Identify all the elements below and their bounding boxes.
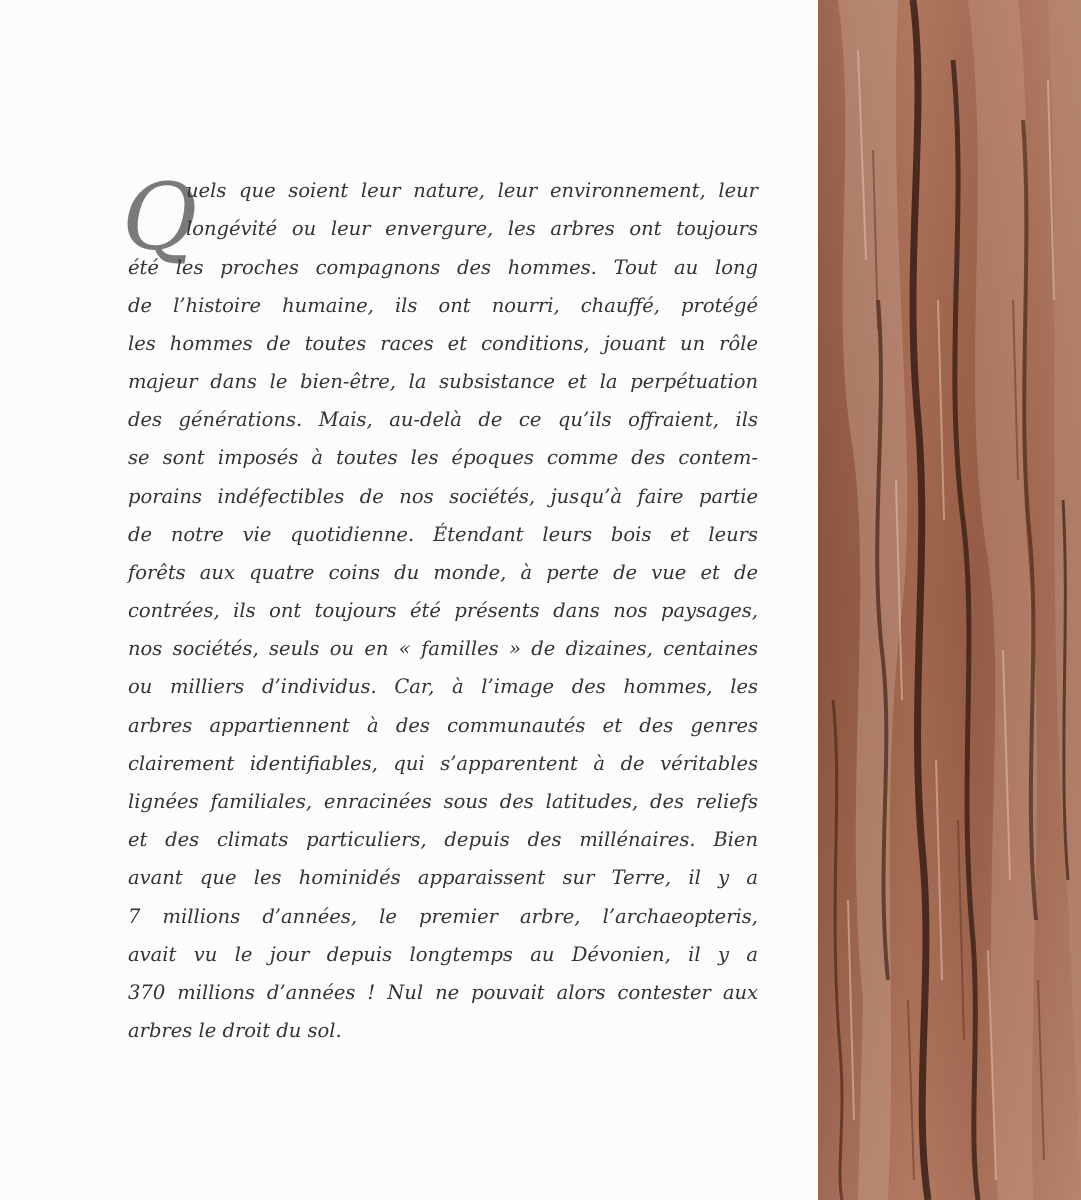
text-line: se sont imposés à toutes les époques comme des contem- bbox=[128, 446, 758, 469]
text-line: nos sociétés, seuls ou en « familles » de dizaines, centaines bbox=[128, 637, 758, 660]
text-line: clairement identifiables, qui s’apparentent à de véritables bbox=[128, 752, 758, 775]
drop-cap: Q bbox=[122, 164, 198, 271]
text-line: et des climats particuliers, depuis des millénaires. Bien bbox=[128, 828, 758, 851]
text-line: avant que les hominidés apparaissent sur Terre, il y a bbox=[128, 866, 758, 889]
text-line: de notre vie quotidienne. Étendant leurs bois et leurs bbox=[128, 523, 758, 546]
text-line: ou milliers d’individus. Car, à l’image des hommes, les bbox=[128, 675, 758, 698]
text-line: contrées, ils ont toujours été présents dans nos paysages, bbox=[128, 599, 758, 622]
text-line: lignées familiales, enracinées sous des latitudes, des reliefs bbox=[128, 790, 758, 813]
text-line: les hommes de toutes races et conditions, jouant un rôle bbox=[128, 332, 758, 355]
text-line: arbres le droit du sol. bbox=[128, 1019, 342, 1042]
text-line: forêts aux quatre coins du monde, à perte de vue et de bbox=[128, 561, 758, 584]
text-line: arbres appartiennent à des communautés et des genres bbox=[128, 714, 758, 737]
text-line: avait vu le jour depuis longtemps au Dévonien, il y a bbox=[128, 943, 758, 966]
text-line: 370 millions d’années ! Nul ne pouvait alors contester aux bbox=[128, 981, 758, 1004]
text-line: majeur dans le bien-être, la subsistance et la perpétuation bbox=[128, 370, 758, 393]
paragraph bbox=[122, 164, 758, 1072]
text-line: été les proches compagnons des hommes. Tout au long bbox=[128, 256, 758, 279]
text-line: longévité ou leur envergure, les arbres ont toujours bbox=[186, 217, 758, 240]
text-line: uels que soient leur nature, leur environnement, leur bbox=[186, 179, 758, 202]
tree-bark-photo bbox=[818, 0, 1081, 1200]
text-line: 7 millions d’années, le premier arbre, l’archaeopteris, bbox=[128, 905, 758, 928]
text-line: porains indéfectibles de nos sociétés, jusqu’à faire partie bbox=[128, 485, 758, 508]
text-line: des générations. Mais, au-delà de ce qu’ils offraient, ils bbox=[128, 408, 758, 431]
text-line: de l’histoire humaine, ils ont nourri, chauffé, protégé bbox=[128, 294, 758, 317]
